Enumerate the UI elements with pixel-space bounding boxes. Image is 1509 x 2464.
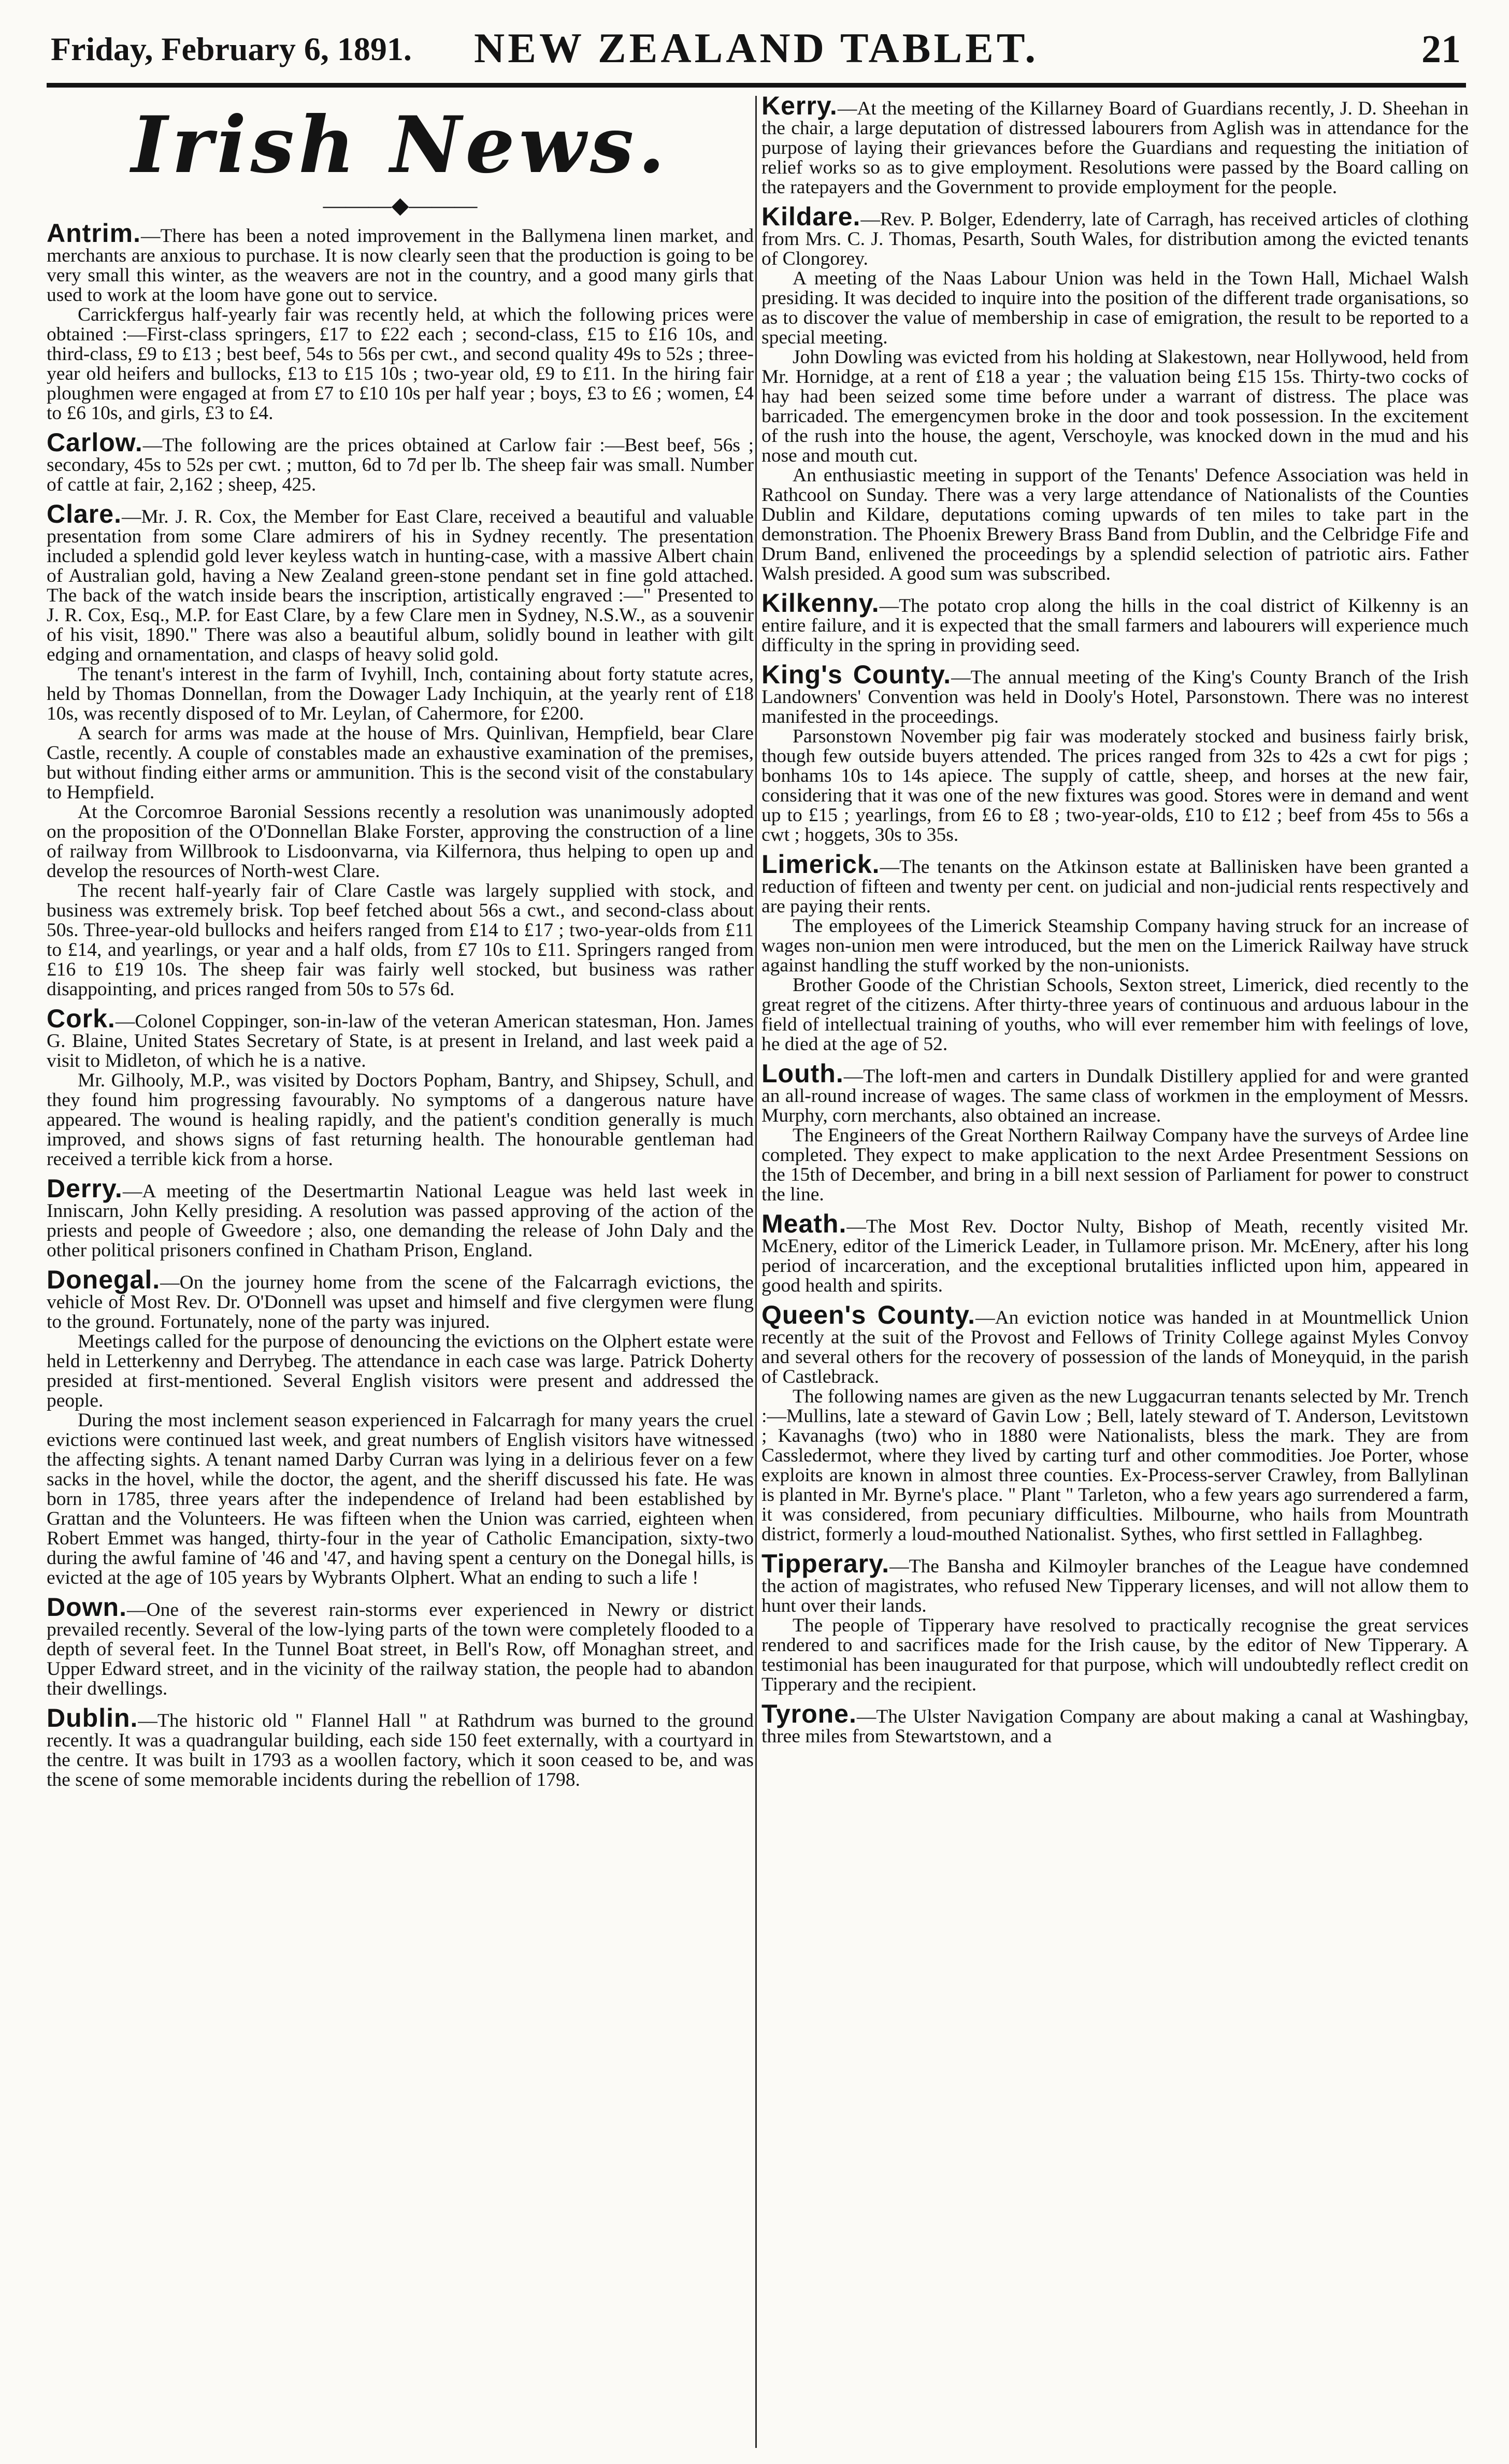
county-heading: Clare. [47,499,122,528]
paragraph-text: The tenant's interest in the farm of Ivyhill, Inch, containing about forty statute acres, held by Thomas Donnellan, from the Dowager Lady Inchiquin, at the yearly rent of £18 10s, was recently disposed of to Mr. Leylan, of Cahermore, for £200. [47,664,754,724]
paragraph-text: —A meeting of the Desertmartin National League was held last week in Inniscarn, John Kelly presiding. A resolution was passed approving of the action of the priests and people of Gweedore ; also, one demanding the release of John Daly and the other political prisoners confined in Chatham Prison, England. [47,1181,754,1261]
county-heading: Limerick. [761,850,880,879]
item-paragraph [761,1126,1469,1205]
item-paragraph [761,269,1469,348]
news-item-king-s-county [761,660,1469,846]
item-paragraph [761,1616,1469,1695]
paragraph-text: —The annual meeting of the King's County Branch of the Irish Landowners' Convention was held in Dooly's Hotel, Parsonstown. There was no interest manifested in the proceedings. [761,667,1469,727]
column-divider [755,96,757,2448]
news-item-kerry [761,96,1469,197]
news-item-kilkenny [761,589,1469,656]
county-heading: Kerry. [761,96,838,120]
item-lead-paragraph [47,1593,754,1699]
paragraph-text: Parsonstown November pig fair was moderately stocked and business fairly brisk, though few outside buyers attended. The prices ranged from 32s to 42s a cwt for pigs ; bonhams 10s to 14s apiece. The supply of cattle, sheep, and horses at the new fair, considering that it was one of the new fixtures was good. Stores were in demand and went up to £15 ; yearlings, from £6 to £8 ; two-year-olds, £10 to £12 ; beef from 45s to 56s a cwt ; hoggets, 30s to 35s. [761,726,1469,846]
paragraph-text: The following names are given as the new Luggacurran tenants selected by Mr. Trench :—Mullins, late a steward of Gavin Low ; Bell, lately steward of T. Anderson, Levitstown ; Kavanaghs (two) who in 1880 were Nationalists, bless the mark. They are from Cassledermot, where they lived by carting turf and other commodities. Joe Porter, whose exploits are known in almost three counties. Ex-Process-server Crawley, from Ballylinan is planted in Mr. Byrne's place. " Plant " Tarleton, who a few years ago surrendered a farm, it was considered, from pecuniary difficulties. Milbourne, who hails from Mountrath district, formerly a loud-mouthed Nationalist. Sythes, who first settled in Fallaghbeg. [761,1386,1469,1545]
item-lead-paragraph [761,96,1469,197]
county-heading: Tyrone. [761,1699,857,1728]
item-paragraph [761,727,1469,845]
county-heading: King's County. [761,660,952,689]
paragraph-text: —Colonel Coppinger, son-in-law of the veteran American statesman, Hon. James G. Blaine, United States Secretary of State, is at present in Ireland, and last week paid a visit to Midleton, of which he is a native. [47,1011,754,1071]
item-lead-paragraph [47,1004,754,1071]
county-heading: Antrim. [47,219,141,248]
paragraph-text: At the Corcomroe Baronial Sessions recently a resolution was unanimously adopted on the proposition of the O'Donnellan Blake Forster, approving the construction of a line of railway from Willbrook to Lisdoonvarna, via Kilfernora, thus helping to open up and develop the resources of North-west Clare. [47,801,754,882]
news-item-cork [47,1004,754,1170]
column-title: Irish News. [131,99,669,191]
item-lead-paragraph [761,1300,1469,1387]
news-item-tyrone [761,1699,1469,1747]
news-item-louth [761,1059,1469,1205]
paragraph-text: Meetings called for the purpose of denouncing the evictions on the Olphert estate were held in Letterkenny and Derrybeg. The attendance in each case was large. Patrick Doherty presided at first-mentioned. Several English visitors were present and addressed the people. [47,1331,754,1411]
paragraph-text: —The loft-men and carters in Dundalk Distillery applied for and were granted an all-round increase of wages. The same class of workmen in the employment of Messrs. Murphy, corn merchants, also obtained an increase. [761,1066,1469,1126]
paragraph-text: —The Bansha and Kilmoyler branches of the League have condemned the action of magistrates, who refused New Tipperary licenses, and will not allow them to hunt over their lands. [761,1556,1469,1616]
item-lead-paragraph [761,660,1469,727]
item-spacer [47,423,754,433]
ornament-divider: ———◆——— [323,193,478,218]
item-spacer [761,1205,1469,1214]
item-paragraph [761,466,1469,584]
county-heading: Carlow. [47,428,143,457]
paragraph-text: —An eviction notice was handed in at Mountmellick Union recently at the suit of the Provost and Fellows of Trinity College against Myles Convoy and several others for the recovery of possession of the lands of Moneyquid, in the parish of Castlebrack. [761,1307,1469,1387]
item-paragraph [47,1071,754,1169]
paragraph-text: —On the journey home from the scene of the Falcarragh evictions, the vehicle of Most Rev. Dr. O'Donnell was upset and himself and five clergymen were flung to the ground. Fortunately, none of the party was injured. [47,1272,754,1333]
item-spacer [47,1699,754,1708]
item-paragraph [47,1411,754,1588]
county-heading: Dublin. [47,1703,138,1732]
news-item-down [47,1593,754,1699]
paragraph-text: The people of Tipperary have resolved to practically recognise the great services rendered to and sacrifices made for the Irish cause, by the editor of New Tipperary. A testimonial has been inaugurated for that purpose, which will undoubtedly reflect credit on Tipperary and the recipient. [761,1615,1469,1695]
paragraph-text: —The following are the prices obtained at Carlow fair :—Best beef, 56s ; secondary, 45s to 52s per cwt. ; mutton, 6d to 7d per lb. The sheep fair was small. Number of cattle at fair, 2,162 ; sheep, 425. [47,435,754,495]
paragraph-text: Mr. Gilhooly, M.P., was visited by Doctors Popham, Bantry, and Shipsey, Schull, and they found him progressing favourably. No symptoms of a dangerous nature have appeared. The wound is healing rapidly, and the patient's condition generally is much improved, and shows signs of fast returning health. The honourable gentleman had received a terrible kick from a horse. [47,1070,754,1170]
news-item-tipperary [761,1549,1469,1695]
item-lead-paragraph [761,850,1469,917]
item-paragraph [47,724,754,803]
county-heading: Kilkenny. [761,589,880,618]
county-heading: Down. [47,1593,127,1622]
paragraph-text: —Rev. P. Bolger, Edenderry, late of Carragh, has received articles of clothing from Mrs. C. J. Thomas, Pesarth, South Wales, for distribution among the evicted tenants of Clongorey. [761,209,1469,269]
item-lead-paragraph [47,1703,754,1790]
page-number: 21 [1421,27,1461,71]
item-lead-paragraph [761,1549,1469,1616]
paragraph-text: The recent half-yearly fair of Clare Castle was largely supplied with stock, and business was extremely brisk. Top beef fetched about 56s a cwt., and second-class about 50s. Three-year-old bullocks and heifers ranged from £14 to £17 ; two-year-olds from £11 to £14, and yearlings, or year and a half olds, from £7 10s to £11. Springers ranged from £16 to £19 10s. The sheep fair was fairly well stocked, but business was rather disappointing, and prices ranged from 50s to 57s 6d. [47,880,754,1000]
masthead [47,16,1466,88]
paragraph-text: —There has been a noted improvement in the Ballymena linen market, and merchants are anxious to purchase. It is now clearly seen that the production is going to be very small this winter, as the weavers are not in the country, and a good many girls that used to work at the loom have gone out to service. [47,225,754,306]
paragraph-text: —The Most Rev. Doctor Nulty, Bishop of Meath, recently visited Mr. McEnery, editor of the Limerick Leader, in Tullamore prison. Mr. McEnery, after his long period of incarceration, and the exceptional brutalities inflicted upon him, appeared in good health and spirits. [761,1216,1469,1296]
right-column [761,96,1469,2443]
news-item-meath [761,1209,1469,1296]
news-item-derry [47,1174,754,1261]
county-heading: Meath. [761,1209,847,1238]
item-spacer [47,999,754,1009]
item-spacer [761,1695,1469,1704]
county-heading: Donegal. [47,1265,161,1294]
item-paragraph [47,881,754,999]
issue-date: Friday, February 6, 1891. [51,31,412,67]
news-item-donegal [47,1265,754,1588]
paragraph-text: —The potato crop along the hills in the coal district of Kilkenny is an entire failure, and it is expected that the small farmers and labourers will experience much difficulty in the spring in providing seed. [761,595,1469,656]
paragraph-text: The Engineers of the Great Northern Railway Company have the surveys of Ardee line completed. They expect to make application to the next Ardee Presentment Sessions on the 15th of December, and bring in a bill next session of Parliament for power to construct the line. [761,1125,1469,1205]
item-paragraph [761,1387,1469,1544]
item-paragraph [47,1332,754,1411]
paragraph-text: A meeting of the Naas Labour Union was held in the Town Hall, Michael Walsh presiding. It was decided to inquire into the position of the different trade organisations, so as to discover the value of membership in case of emigration, the result to be reported to a special meeting. [761,268,1469,348]
paragraph-text: Carrickfergus half-yearly fair was recently held, at which the following prices were obtained :—First-class springers, £17 to £22 each ; second-class, £15 to £16 10s, and third-class, £9 to £13 ; best beef, 54s to 56s per cwt., and second quality 49s to 52s ; three-year old heifers and bullocks, £13 to £15 10s ; two-year old, £9 to £11. In the hiring fair ploughmen were engaged at from £7 to £10 10s per half year ; boys, £3 to £6 ; women, £4 to £6 10s, and girls, £3 to £4. [47,304,754,424]
paragraph-text: During the most inclement season experienced in Falcarragh for many years the cruel evictions were continued last week, and great numbers of English visitors have witnessed the affecting sights. A tenant named Darby Curran was lying in a delirious fever on a few sacks in the hovel, while the doctor, the agent, and the sheriff discussed his fate. He was born in 1785, three years after the independence of Ireland had been established by Grattan and the Volunteers. He was fifteen when the Union was carried, eighteen when Robert Emmet was hanged, thirty-four in the year of Catholic Emancipation, sixty-two during the awful famine of '46 and '47, and having spent a century on the Donegal hills, is evicted at the age of 105 years by Wybrants Olphert. What an ending to such a life ! [47,1410,754,1588]
county-heading: Derry. [47,1174,123,1203]
paragraph-text: The employees of the Limerick Steamship Company having struck for an increase of wages non-union men were introduced, but the men on the Limerick Railway have struck against handling the stuff worked by the non-unionists. [761,915,1469,976]
paragraph-text: —Mr. J. R. Cox, the Member for East Clare, received a beautiful and valuable presentation from some Clare admirers of his in Sydney recently. The presentation included a splendid gold lever keyless watch in hunting-case, with a massive Albert chain of Australian gold, having a New Zealand green-stone pendant set in fine gold attached. The back of the watch inside bears the inscription, artistically engraved :—" Presented to J. R. Cox, Esq., M.P. for East Clare, by a few Clare men in Sydney, N.S.W., as a souvenir of his visit, 1890." There was also a beautiful album, solidly bound in leather with gilt edging and ornamentation, and clasps of heavy solid gold. [47,506,754,665]
item-lead-paragraph [761,589,1469,656]
paragraph-text: Brother Goode of the Christian Schools, Sexton street, Limerick, died recently to the great regret of the citizens. After thirty-three years of continuous and arduous labour in the field of intellectual training of youths, who will ever remember him with feelings of love, he died at the age of 52. [761,975,1469,1055]
item-lead-paragraph [761,1209,1469,1296]
news-item-dublin [47,1703,754,1790]
paragraph-text: —The Ulster Navigation Company are about making a canal at Washingbay, three miles from Stewartstown, and a [761,1706,1469,1747]
county-heading: Queen's County. [761,1300,976,1329]
paragraph-text: —The historic old " Flannel Hall " at Rathdrum was burned to the ground recently. It was a quadrangular building, each side 150 feet externally, with a courtyard in the centre. It was built in 1793 as a woollen factory, which it soon ceased to be, and was the scene of some memorable incidents during the rebellion of 1798. [47,1710,754,1790]
news-item-antrim [47,219,754,424]
item-lead-paragraph [47,499,754,665]
item-lead-paragraph [761,1699,1469,1747]
item-paragraph [47,665,754,724]
item-lead-paragraph [47,1265,754,1333]
item-paragraph [761,976,1469,1054]
item-lead-paragraph [47,1174,754,1261]
item-spacer [47,1169,754,1179]
item-spacer [761,1746,1469,1756]
paragraph-text: —The tenants on the Atkinson estate at Ballinisken have been granted a reduction of fifteen and twenty per cent. on judicial and non-judicial rents respectively and are paying their rents. [761,856,1469,917]
news-item-carlow [47,428,754,495]
item-paragraph [761,916,1469,976]
news-item-limerick [761,850,1469,1055]
paper-title: NEW ZEALAND TABLET. [474,24,1039,71]
county-heading: Louth. [761,1059,844,1088]
item-spacer [47,1790,754,1799]
item-lead-paragraph [47,219,754,306]
news-item-queen-s-county [761,1300,1469,1545]
item-lead-paragraph [761,1059,1469,1126]
item-spacer [47,1588,754,1597]
paragraph-text: A search for arms was made at the house of Mrs. Quinlivan, Hempfield, bear Clare Castle, recently. A couple of constables made an exhaustive examination of the premises, but without finding either arms or ammunition. This is the second visit of the constabulary to Hempfield. [47,723,754,803]
paragraph-text: John Dowling was evicted from his holding at Slakestown, near Hollywood, held from Mr. Hornidge, at a rent of £18 a year ; the valuation being £15 15s. Thirty-two cocks of hay had been seized some time before under a warrant of distress. The place was barricaded. The emergencymen broke in the door and took possession. In the excitement of the rush into the house, the agent, Verschoyle, was knocked down in the mud and his nose and mouth cut. [761,347,1469,466]
county-heading: Tipperary. [761,1549,890,1578]
paragraph-text: An enthusiastic meeting in support of the Tenants' Defence Association was held in Rathcool on Sunday. There was a very large attendance of Nationalists of the Counties Dublin and Kildare, deputations coming upwards of ten miles to take part in the demonstration. The Phoenix Brewery Brass Band from Dublin, and the Celbridge Fife and Drum Band, enlivened the proceedings by a splendid selection of patriotic airs. Father Walsh presided. A good sum was subscribed. [761,465,1469,584]
item-spacer [761,1054,1469,1064]
paragraph-text: —One of the severest rain-storms ever experienced in Newry or district prevailed recently. Several of the low-lying parts of the town were completely flooded to a depth of several feet. In the Tunnel Boat street, in Bell's Row, off Monaghan street, and Upper Edward street, and in the vicinity of the railway station, the people had to abandon their dwellings. [47,1599,754,1699]
county-heading: Cork. [47,1004,116,1033]
news-item-clare [47,499,754,1000]
item-spacer [47,495,754,504]
news-item-kildare [761,202,1469,584]
left-column [47,96,754,2443]
item-lead-paragraph [47,428,754,495]
item-paragraph [761,348,1469,466]
item-spacer [761,197,1469,207]
item-paragraph [47,803,754,881]
paragraph-text: —At the meeting of the Killarney Board of Guardians recently, J. D. Sheehan in the chair, a large deputation of distressed labourers from Aglish was in attendance for the purpose of laying their grievances before the Guardians and requesting the initiation of relief works so as to give employment. Resolutions were passed by the Board calling on the ratepayers and the Government to provide employment for the people. [761,98,1469,198]
item-lead-paragraph [761,202,1469,269]
item-paragraph [47,305,754,423]
county-heading: Kildare. [761,202,861,231]
